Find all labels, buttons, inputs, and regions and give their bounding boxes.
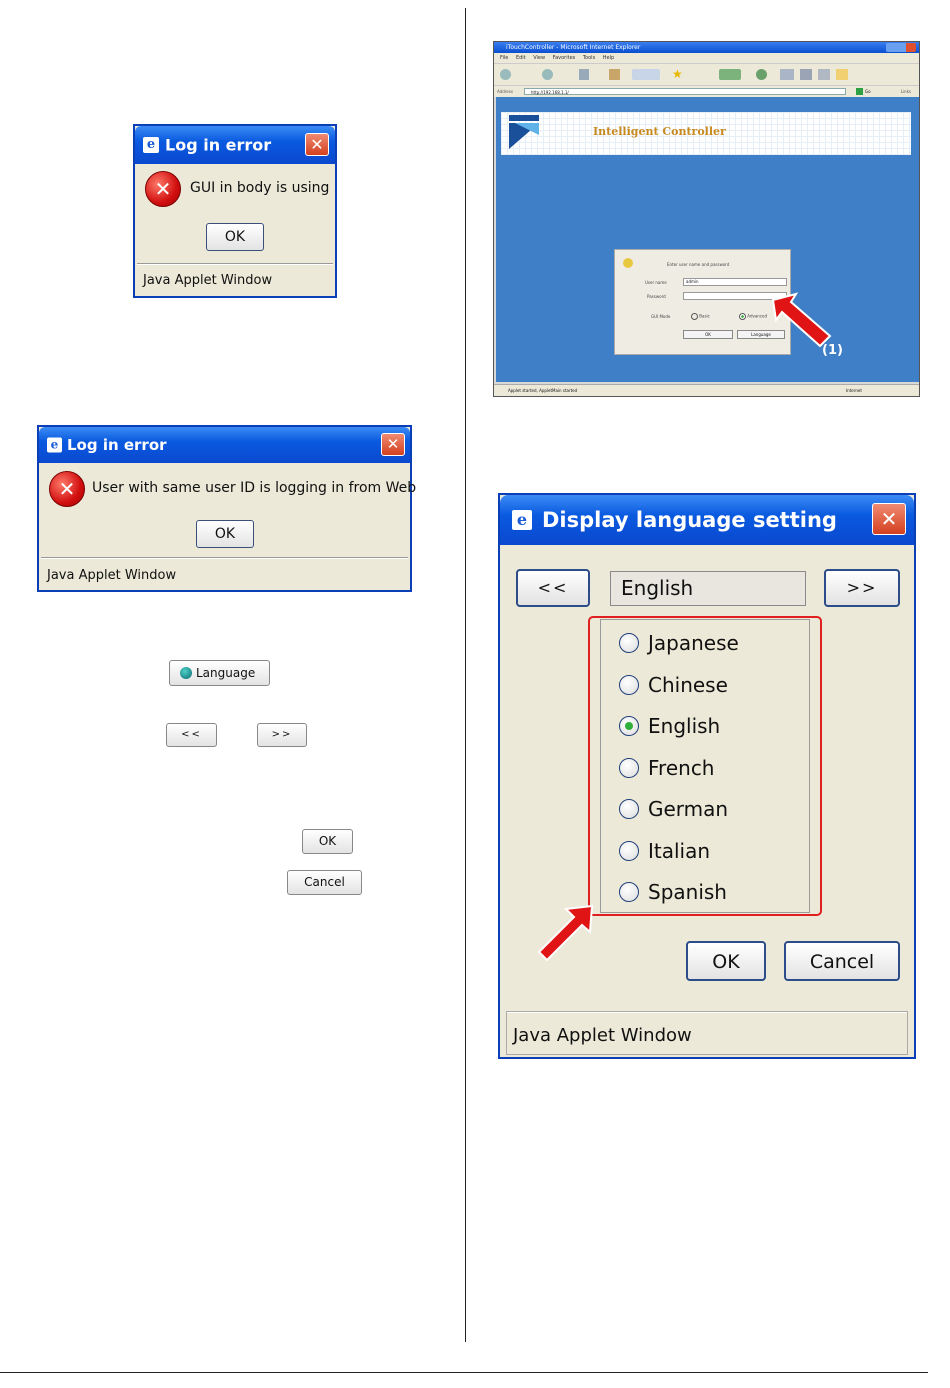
error-icon: ✕	[49, 471, 85, 507]
dialog-message: GUI in body is using	[190, 180, 330, 196]
daikin-logo	[509, 115, 539, 149]
brand-name: Intelligent Controller	[593, 125, 726, 138]
password-label: Password	[647, 294, 666, 299]
go-label: Go	[865, 89, 871, 94]
key-icon	[623, 258, 633, 268]
address-input[interactable]: http://192.168.1.1/	[524, 88, 846, 95]
go-button[interactable]	[856, 88, 871, 95]
radio-icon	[691, 313, 698, 320]
dialog-title: Log in error	[165, 135, 272, 155]
cancel-button[interactable]: Cancel	[784, 941, 900, 981]
address-bar	[494, 85, 919, 97]
footer-rule	[0, 1372, 928, 1373]
pointer-arrow	[532, 898, 606, 970]
dialog-message: User with same user ID is logging in from Web	[92, 480, 417, 496]
browser-titlebar	[494, 42, 919, 53]
history-icon[interactable]	[756, 69, 767, 80]
go-arrow-icon	[856, 88, 863, 95]
dialog-titlebar	[135, 126, 335, 164]
error-icon: ✕	[145, 171, 181, 207]
media-icon[interactable]	[719, 69, 741, 80]
highlight-frame	[588, 616, 822, 916]
prev-button[interactable]: <<	[166, 723, 217, 747]
ok-button[interactable]: OK	[196, 520, 254, 548]
gui-mode-label: GUI Mode	[651, 314, 671, 319]
user-name-input[interactable]: admin	[683, 278, 787, 286]
search-icon[interactable]	[632, 69, 660, 80]
mail-icon[interactable]	[780, 69, 794, 80]
radio-icon	[739, 313, 746, 320]
log-in-error-dialog-gui	[133, 124, 337, 298]
status-text: Applet started, AppletMain started	[508, 388, 578, 393]
dialog-title: Log in error	[67, 436, 167, 454]
favorites-icon[interactable]: ★	[672, 67, 683, 81]
status-zone: Internet	[846, 388, 862, 393]
browser-window	[493, 41, 920, 397]
ok-button[interactable]: OK	[302, 829, 353, 854]
language-options: Japanese Chinese English French German Italian Spanish	[600, 619, 810, 913]
status-bar: Java Applet Window	[506, 1011, 908, 1055]
ok-button[interactable]: OK	[206, 223, 264, 251]
ie-icon	[512, 510, 532, 530]
links-label[interactable]: Links	[900, 89, 911, 94]
ie-icon	[47, 438, 62, 453]
edit-icon[interactable]	[818, 69, 830, 80]
forward-icon[interactable]	[542, 69, 553, 80]
close-icon[interactable]: ✕	[381, 433, 405, 456]
login-prompt: Enter user name and password	[667, 262, 730, 267]
messenger-icon[interactable]	[836, 69, 848, 80]
login-ok-button[interactable]: OK	[683, 330, 733, 339]
next-language-button[interactable]: >>	[824, 569, 900, 607]
next-button[interactable]: >>	[257, 723, 307, 747]
page-header	[501, 112, 911, 155]
previous-language-button[interactable]: <<	[516, 569, 590, 607]
home-icon[interactable]	[609, 69, 620, 80]
user-name-label: User name	[645, 280, 667, 285]
log-in-error-dialog-same-user	[37, 425, 417, 592]
browser-title: iTouchController - Microsoft Internet Explorer	[506, 44, 641, 51]
login-language-button[interactable]: Language	[737, 330, 785, 339]
back-icon[interactable]	[500, 69, 511, 80]
browser-menubar[interactable]: File Edit View Favorites Tools Help	[494, 53, 919, 63]
dialog-title: Display language setting	[542, 508, 837, 532]
language-button-label: Language	[196, 666, 256, 680]
display-language-dialog	[498, 493, 916, 1059]
dialog-titlebar	[39, 427, 410, 463]
address-label: Address	[497, 89, 513, 94]
mode-advanced-label: Advanced	[747, 313, 768, 319]
status-bar: Java Applet Window	[41, 557, 408, 590]
dialog-titlebar	[500, 495, 914, 545]
mode-basic-option[interactable]	[691, 313, 710, 320]
close-icon[interactable]: ✕	[305, 133, 329, 156]
browser-statusbar	[494, 384, 919, 396]
browser-toolbar	[494, 63, 919, 86]
cancel-button[interactable]: Cancel	[287, 870, 362, 895]
close-icon[interactable]: ✕	[872, 503, 906, 535]
mode-basic-label: Basic	[699, 313, 710, 319]
refresh-icon[interactable]	[579, 69, 589, 80]
column-divider	[465, 8, 466, 1342]
language-button[interactable]	[169, 660, 270, 686]
ie-icon	[143, 137, 159, 153]
browser-page	[496, 97, 919, 382]
callout-label-1: (1)	[822, 343, 843, 358]
ok-button[interactable]: OK	[686, 941, 766, 981]
status-bar: Java Applet Window	[137, 263, 333, 296]
print-icon[interactable]	[800, 69, 812, 80]
current-language: English	[610, 571, 806, 606]
window-controls[interactable]	[886, 43, 916, 52]
globe-icon	[180, 667, 192, 679]
